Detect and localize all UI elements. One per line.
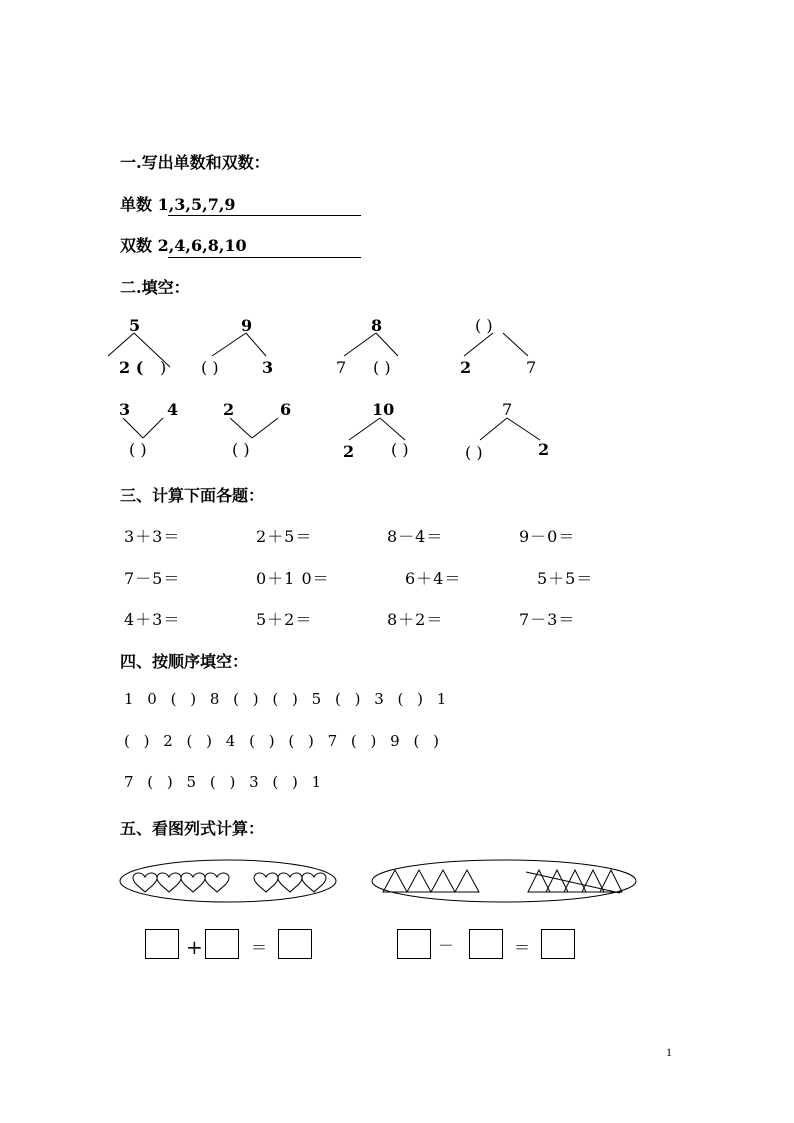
- tree4-right: 7: [526, 358, 537, 377]
- tree1-left: 2 (: [119, 358, 144, 377]
- tree6-left: 2: [223, 400, 235, 419]
- answer-box-1[interactable]: [145, 929, 179, 959]
- calc-r1-c1: 3＋3＝: [124, 527, 181, 546]
- calc-r2-c3: 6＋4＝: [405, 569, 462, 588]
- section-2-title: 二.填空：: [120, 278, 190, 297]
- tree3-right: ( ): [373, 358, 391, 377]
- tree5-bottom: ( ): [129, 440, 147, 459]
- section-3-title: 三、计算下面各题：: [120, 486, 265, 505]
- sequence-row-1: 1 0 ( ) 8 ( ) ( ) 5 ( ) 3 ( ) 1: [124, 690, 447, 708]
- heart-icon: [302, 873, 326, 892]
- triangle-icon: [383, 870, 407, 892]
- tree8-top: 7: [502, 400, 513, 419]
- tree6-right: 6: [280, 400, 292, 419]
- tree3-top: 8: [371, 316, 383, 335]
- tree4-left: 2: [460, 358, 472, 377]
- answer-box-3[interactable]: [278, 929, 312, 959]
- tree2-top: 9: [241, 316, 253, 335]
- equals-sign-2: ＝: [514, 938, 531, 957]
- tree8-right: 2: [538, 440, 550, 459]
- calc-r1-c4: 9－0＝: [519, 527, 576, 546]
- tree7-right: ( ): [391, 440, 409, 459]
- odd-value: 1,3,5,7,9: [157, 195, 236, 214]
- tree8-left: ( ): [465, 443, 483, 462]
- calc-r2-c2: 0＋1 0＝: [256, 569, 330, 588]
- odd-label: 单数: [120, 195, 153, 214]
- calc-r3-c2: 5＋2＝: [256, 610, 313, 629]
- equals-sign-1: ＝: [251, 938, 268, 957]
- heart-icon: [254, 873, 278, 892]
- heart-icon: [133, 873, 157, 892]
- tree1-right: ): [160, 358, 167, 377]
- heart-icon: [157, 873, 181, 892]
- tree5-left: 3: [119, 400, 131, 419]
- tree6-bottom: ( ): [232, 440, 250, 459]
- even-value: 2,4,6,8,10: [157, 236, 247, 255]
- heart-icon: [205, 873, 229, 892]
- section-1-title: 一.写出单数和双数：: [120, 153, 270, 172]
- calc-r2-c4: 5＋5＝: [537, 569, 594, 588]
- triangles-ellipse: [372, 860, 636, 902]
- tree7-left: 2: [343, 442, 355, 461]
- hearts-group: [133, 873, 326, 892]
- answer-box-5[interactable]: [469, 929, 503, 959]
- plus-sign: +: [186, 935, 203, 959]
- triangle-icon: [431, 870, 455, 892]
- section-4-title: 四、按顺序填空：: [120, 652, 249, 671]
- crossed-triangle-icon: [600, 870, 622, 892]
- tree7-top: 10: [372, 400, 395, 419]
- tree2-right: 3: [262, 358, 274, 377]
- cross-out-line: [526, 872, 620, 893]
- calc-r3-c3: 8＋2＝: [387, 610, 444, 629]
- answer-box-6[interactable]: [541, 929, 575, 959]
- page-number: 1: [666, 1045, 672, 1059]
- tree5-right: 4: [167, 400, 179, 419]
- calc-r2-c1: 7－5＝: [124, 569, 181, 588]
- heart-icon: [278, 873, 302, 892]
- even-label: 双数: [120, 236, 153, 255]
- sequence-row-2: ( ) 2 ( ) 4 ( ) ( ) 7 ( ) 9 ( ): [124, 732, 440, 750]
- answer-box-4[interactable]: [397, 929, 431, 959]
- tree4-top: ( ): [475, 316, 493, 335]
- triangle-icon: [407, 870, 431, 892]
- tree1-top: 5: [129, 316, 141, 335]
- calc-r1-c2: 2＋5＝: [256, 527, 313, 546]
- answer-box-2[interactable]: [205, 929, 239, 959]
- calc-r1-c3: 8－4＝: [387, 527, 444, 546]
- heart-icon: [181, 873, 205, 892]
- triangles-group: [383, 870, 622, 893]
- sequence-row-3: 7 ( ) 5 ( ) 3 ( ) 1: [124, 773, 322, 791]
- triangle-icon: [455, 870, 479, 892]
- calc-r3-c1: 4＋3＝: [124, 610, 181, 629]
- minus-sign: －: [438, 936, 455, 955]
- calc-r3-c4: 7－3＝: [519, 610, 576, 629]
- section-5-title: 五、看图列式计算：: [120, 819, 265, 838]
- tree3-left: 7: [336, 358, 347, 377]
- tree2-left: ( ): [201, 358, 219, 377]
